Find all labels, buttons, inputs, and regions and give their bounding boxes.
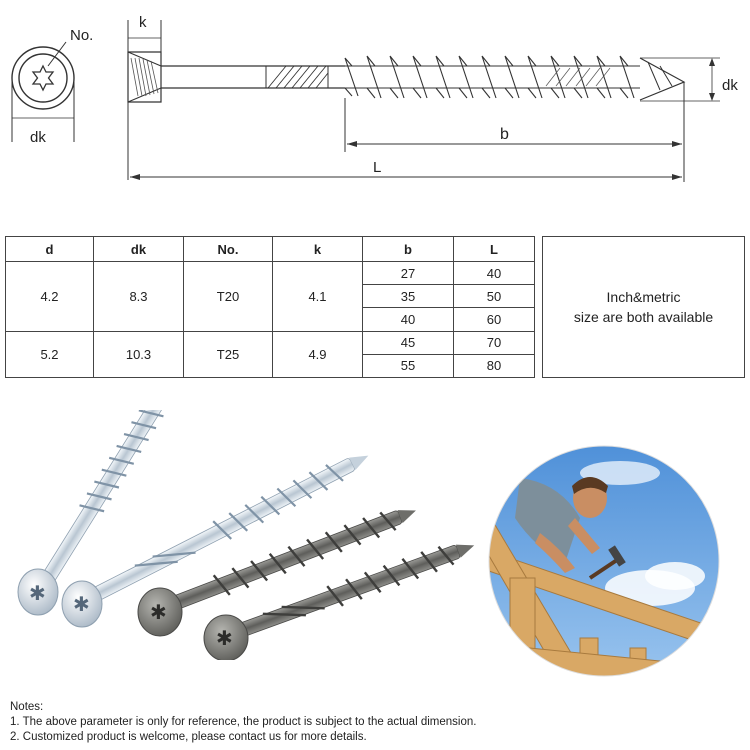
cell-k: 4.9 <box>273 331 363 377</box>
torx-icon: ✱ <box>73 594 90 616</box>
dk-head-label: dk <box>30 129 46 146</box>
cell-k: 4.1 <box>273 262 363 332</box>
cell-d: 4.2 <box>6 262 94 332</box>
cell-L: 80 <box>454 354 535 377</box>
cell-no: T25 <box>184 331 273 377</box>
dk-tip-label: dk <box>722 77 738 94</box>
cell-L: 40 <box>454 262 535 285</box>
cell-L: 60 <box>454 308 535 331</box>
head-end-view <box>12 27 93 146</box>
header-d: d <box>6 237 94 262</box>
cell-L: 50 <box>454 285 535 308</box>
table-row <box>6 331 535 354</box>
b-label: b <box>500 126 509 143</box>
cell-L: 70 <box>454 331 535 354</box>
note-item-2: 2. Customized product is welcome, please contact us for more details. <box>10 731 367 743</box>
cell-b: 45 <box>363 331 454 354</box>
cell-b: 35 <box>363 285 454 308</box>
header-k: k <box>273 237 363 262</box>
header-dk: dk <box>94 237 184 262</box>
availability-line-1: Inch&metric <box>606 289 681 305</box>
availability-line-2: size are both available <box>573 309 714 325</box>
cell-b: 55 <box>363 354 454 377</box>
cell-b: 27 <box>363 262 454 285</box>
screw-technical-drawing <box>0 0 750 200</box>
grey-screw-1 <box>158 499 421 619</box>
availability-note <box>542 236 745 378</box>
cell-dk: 8.3 <box>94 262 184 332</box>
torx-icon: ✱ <box>29 583 46 605</box>
cell-no: T20 <box>184 262 273 332</box>
carpenter-photo <box>480 438 730 683</box>
notes-title: Notes: <box>10 701 44 713</box>
cell-dk: 10.3 <box>94 331 184 377</box>
grey-screw-2 <box>224 534 478 646</box>
dimension-lines <box>128 20 720 182</box>
cell-d: 5.2 <box>6 331 94 377</box>
torx-recess-shape <box>33 66 53 90</box>
L-label: L <box>373 159 382 176</box>
spec-table <box>5 236 535 378</box>
torx-icon: ✱ <box>150 602 167 624</box>
table-row <box>6 262 535 285</box>
header-L: L <box>454 237 535 262</box>
header-no: No. <box>184 237 273 262</box>
note-item-1: 1. The above parameter is only for reference, the product is subject to the actual dimension. <box>10 716 477 728</box>
cell-b: 40 <box>363 308 454 331</box>
head-recess-label: No. <box>70 27 94 44</box>
torx-icon: ✱ <box>216 628 233 650</box>
screws-product-photo <box>0 410 480 660</box>
header-b: b <box>363 237 454 262</box>
notes-section <box>10 700 476 745</box>
table-header-row <box>6 237 535 262</box>
k-label: k <box>139 14 147 31</box>
screw-side-view <box>128 52 684 102</box>
